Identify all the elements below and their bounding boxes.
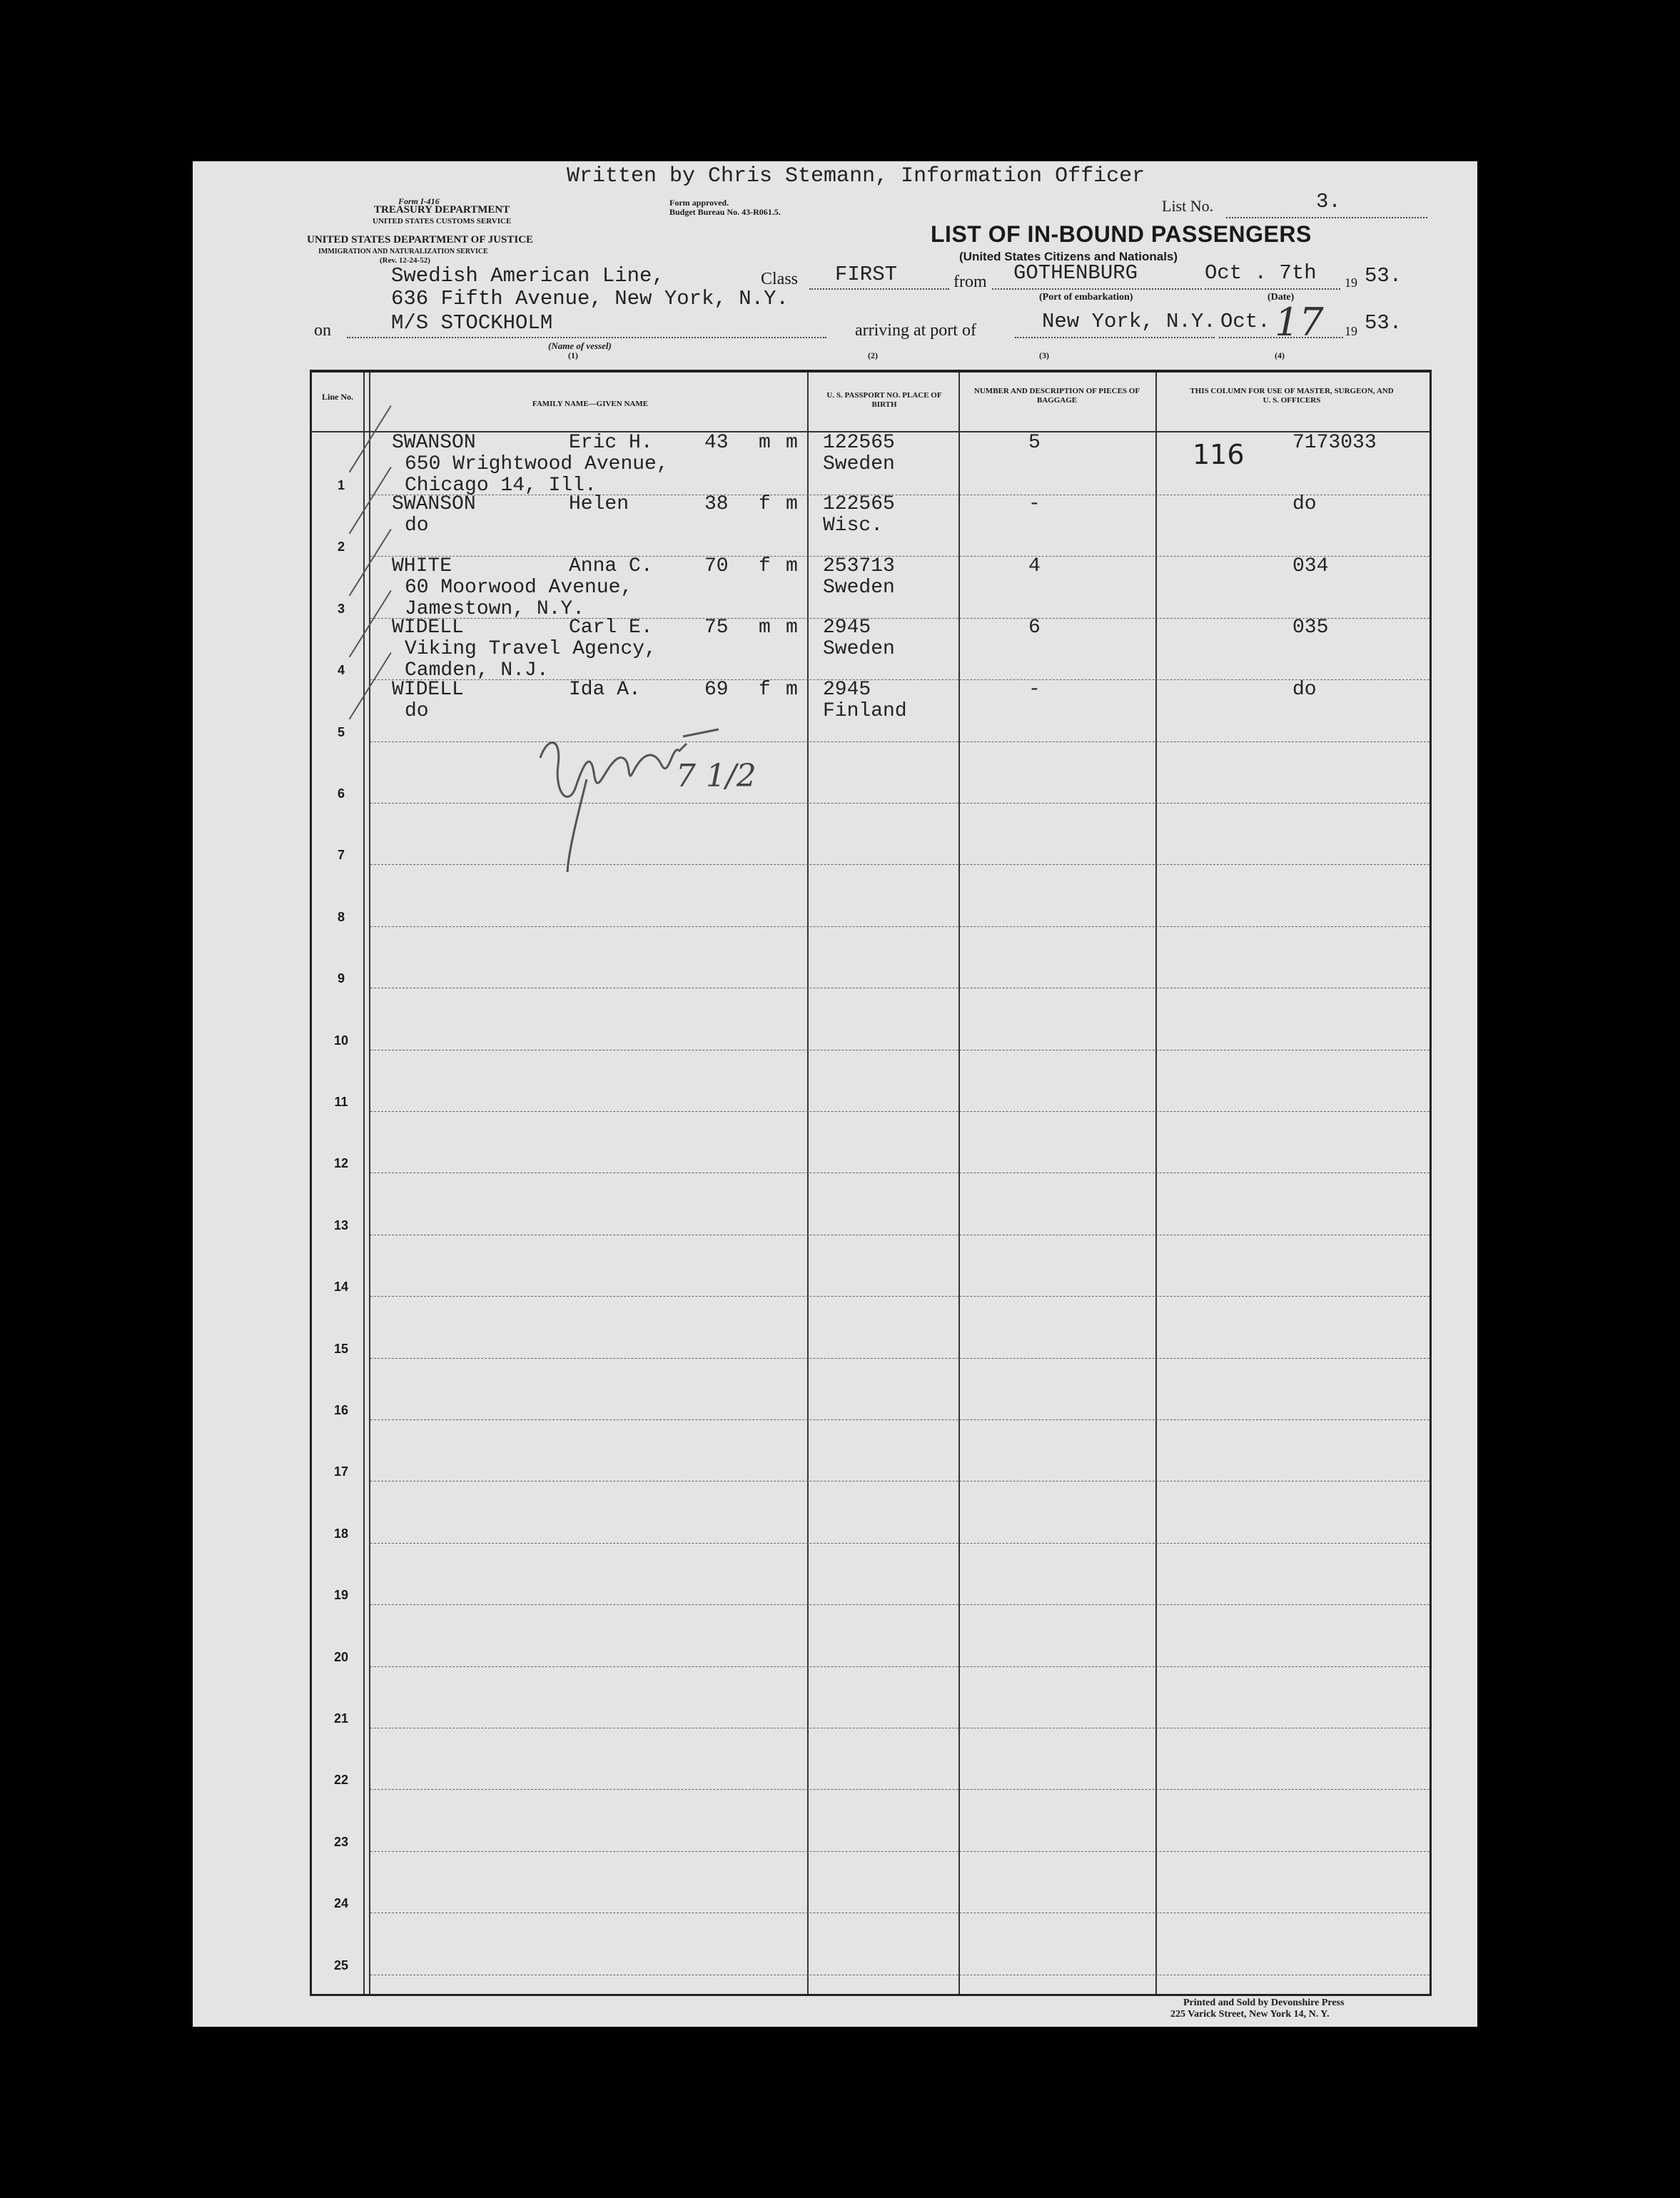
vessel-name: M/S STOCKHOLM	[391, 311, 553, 335]
arrival-port: New York, N.Y.	[1042, 310, 1216, 333]
address-line-2: Camden, N.J.	[405, 659, 549, 682]
baggage-count: 5	[1028, 432, 1041, 454]
list-no-value: 3.	[1316, 190, 1341, 213]
passport-number: 2945	[823, 617, 871, 639]
line-number: 1	[337, 478, 345, 492]
address-line-1: Viking Travel Agency,	[405, 638, 657, 661]
given-name: Anna C.	[569, 554, 653, 577]
address-line-1: do	[405, 515, 429, 537]
line-number: 10	[333, 1033, 349, 1048]
budget-bureau: Budget Bureau No. 43-R061.5.	[669, 207, 781, 217]
header-officers: THIS COLUMN FOR USE OF MASTER, SURGEON, AND U. S. OFFICERS	[1190, 387, 1394, 405]
officer-number: do	[1292, 678, 1317, 701]
line-number: 18	[333, 1526, 349, 1541]
line-number: 3	[337, 601, 345, 616]
officer-number: 034	[1292, 554, 1329, 577]
age: 70	[704, 554, 729, 577]
address-line-1: 60 Moorwood Avenue,	[405, 576, 633, 599]
table-row	[312, 1050, 1429, 1112]
sex: f	[759, 493, 771, 516]
class-label: Class	[761, 270, 799, 288]
date-underline	[1205, 288, 1340, 290]
customs-service: UNITED STATES CUSTOMS SERVICE	[373, 217, 512, 226]
given-name: Eric H.	[569, 432, 653, 454]
line-number: 22	[333, 1773, 349, 1788]
list-no-label: List No.	[1162, 197, 1214, 215]
header-name: FAMILY NAME—GIVEN NAME	[532, 400, 649, 408]
age: 75	[704, 617, 729, 639]
table-row	[312, 866, 1429, 927]
line-number: 5	[337, 724, 345, 739]
age: 69	[704, 678, 729, 701]
line-number: 19	[333, 1588, 349, 1603]
baggage-count: -	[1028, 678, 1041, 701]
table-row	[312, 1667, 1429, 1728]
treasury-department: TREASURY DEPARTMENT	[374, 204, 510, 216]
company-address: 636 Fifth Avenue, New York, N.Y.	[391, 287, 789, 310]
address-line-2: Jamestown, N.Y.	[405, 597, 585, 620]
family-name: SWANSON	[392, 432, 476, 454]
arrival-date: Oct.	[1220, 310, 1270, 333]
line-number: 9	[337, 971, 345, 986]
line-number: 20	[333, 1649, 349, 1664]
class-underline	[809, 288, 949, 290]
caption-num-1: (1)	[568, 350, 578, 360]
table-row	[312, 1544, 1429, 1605]
table-row	[312, 619, 1429, 680]
line-number: 8	[337, 909, 345, 924]
table-row	[312, 1728, 1429, 1790]
sex: m	[759, 432, 771, 454]
table-row	[312, 1791, 1429, 1852]
line-number: 14	[333, 1280, 349, 1295]
line-number: 4	[337, 663, 345, 678]
year-prefix-2: 19	[1345, 324, 1357, 338]
officer-number: 7173033	[1292, 432, 1377, 454]
ins-service: IMMIGRATION AND NATURALIZATION SERVICE	[318, 248, 488, 255]
page-subtitle: (United States Citizens and Nationals)	[959, 250, 1178, 263]
line-number: 17	[333, 1464, 349, 1479]
sex: f	[759, 554, 771, 577]
vessel-underline	[347, 337, 826, 338]
officer-number: do	[1292, 493, 1317, 516]
class-value: FIRST	[835, 263, 898, 286]
table-row	[312, 1914, 1429, 1975]
header-passport: U. S. PASSPORT NO. PLACE OF BIRTH	[826, 391, 942, 409]
line-number: 11	[334, 1095, 348, 1109]
date-caption: (Date)	[1267, 292, 1295, 303]
from-label: from	[953, 273, 987, 291]
list-no-underline	[1226, 217, 1427, 218]
caption-num-3: (3)	[1039, 350, 1049, 360]
address-line-1: do	[405, 699, 429, 722]
departure-year: 53.	[1365, 264, 1402, 288]
family-name: SWANSON	[392, 493, 476, 516]
table-row	[312, 1606, 1429, 1667]
table-row	[312, 1852, 1429, 1913]
form-number: Form I-416	[398, 196, 440, 206]
age: 38	[704, 493, 729, 516]
sex: f	[759, 678, 771, 701]
form-approved: Form approved.	[669, 198, 729, 208]
arriving-label: arriving at port of	[855, 321, 976, 340]
officer-handwritten: 116	[1193, 439, 1245, 470]
arrival-year: 53.	[1365, 311, 1402, 335]
table-row	[312, 1235, 1429, 1297]
caption-num-2: (2)	[868, 350, 878, 360]
handwritten-initials	[526, 722, 783, 893]
port-embark-caption: (Port of embarkation)	[1039, 292, 1133, 303]
place-of-birth: Wisc.	[823, 515, 884, 537]
line-number: 2	[337, 540, 345, 554]
place-of-birth: Sweden	[823, 638, 895, 661]
line-number: 6	[337, 786, 345, 801]
place-of-birth: Sweden	[823, 453, 895, 475]
port-of-embarkation: GOTHENBURG	[1013, 261, 1138, 285]
table-row	[312, 1420, 1429, 1482]
family-name: WHITE	[392, 554, 452, 577]
line-number: 12	[333, 1156, 349, 1171]
address-line-2: Chicago 14, Ill.	[405, 475, 597, 497]
department-of-justice: UNITED STATES DEPARTMENT OF JUSTICE	[307, 234, 534, 245]
table-row	[312, 1297, 1429, 1359]
baggage-count: 6	[1028, 617, 1041, 639]
departure-date: Oct . 7th	[1205, 261, 1317, 285]
marital-status: m	[786, 617, 798, 639]
passenger-table	[310, 370, 1432, 1996]
written-by-note: Written by Chris Stemann, Information Officer	[567, 164, 1145, 188]
table-row	[312, 742, 1429, 804]
handwritten-note: 7 1/2	[676, 758, 756, 794]
arrival-port-underline	[1015, 337, 1215, 338]
table-row	[312, 804, 1429, 865]
marital-status: m	[786, 432, 798, 454]
passport-number: 2945	[823, 678, 871, 701]
line-number: 7	[337, 848, 345, 863]
age: 43	[704, 432, 729, 454]
given-name: Carl E.	[569, 617, 653, 639]
marital-status: m	[786, 678, 798, 701]
place-of-birth: Sweden	[823, 576, 895, 599]
header-line-no: Line No.	[321, 392, 353, 402]
table-row	[312, 1359, 1429, 1420]
table-row	[312, 1174, 1429, 1235]
address-line-1: 650 Wrightwood Avenue,	[405, 453, 669, 475]
given-name: Ida A.	[569, 678, 641, 701]
printer-line-2: 225 Varick Street, New York 14, N. Y.	[1170, 2009, 1330, 2020]
line-number: 23	[333, 1834, 349, 1849]
company-name: Swedish American Line,	[391, 264, 664, 288]
family-name: WIDELL	[392, 617, 464, 639]
line-number: 13	[333, 1217, 349, 1232]
table-row	[312, 554, 1429, 620]
given-name: Helen	[569, 493, 629, 516]
baggage-count: 4	[1028, 554, 1041, 577]
family-name: WIDELL	[392, 678, 464, 701]
passport-number: 122565	[823, 432, 895, 454]
printer-line-1: Printed and Sold by Devonshire Press	[1183, 1997, 1345, 2008]
vessel-caption: (Name of vessel)	[548, 340, 612, 351]
sex: m	[759, 617, 771, 639]
line-number: 16	[333, 1403, 349, 1417]
revision-date: (Rev. 12-24-52)	[380, 256, 430, 265]
table-row	[312, 495, 1429, 557]
table-row	[312, 1112, 1429, 1173]
line-number: 21	[333, 1711, 349, 1726]
passport-number: 253713	[823, 554, 895, 577]
marital-status: m	[786, 493, 798, 516]
on-label: on	[314, 321, 331, 340]
table-row	[312, 434, 1429, 495]
table-row	[312, 1482, 1429, 1544]
passport-number: 122565	[823, 493, 895, 516]
table-row	[312, 678, 1429, 742]
line-number: 24	[333, 1896, 349, 1911]
table-row	[312, 927, 1429, 988]
table-row	[312, 989, 1429, 1050]
page-title: LIST OF IN-BOUND PASSENGERS	[931, 221, 1312, 247]
line-number: 15	[333, 1341, 349, 1356]
passenger-list-form	[193, 161, 1477, 2027]
arrival-day-handwritten: 17	[1275, 300, 1324, 345]
from-underline	[992, 288, 1202, 290]
header-baggage: NUMBER AND DESCRIPTION OF PIECES OF BAGGAGE	[973, 387, 1140, 405]
line-number: 25	[333, 1958, 349, 1972]
year-prefix: 19	[1345, 275, 1357, 290]
place-of-birth: Finland	[823, 699, 907, 722]
caption-num-4: (4)	[1275, 350, 1285, 360]
baggage-count: -	[1028, 493, 1041, 516]
marital-status: m	[786, 554, 798, 577]
officer-number: 035	[1292, 617, 1329, 639]
